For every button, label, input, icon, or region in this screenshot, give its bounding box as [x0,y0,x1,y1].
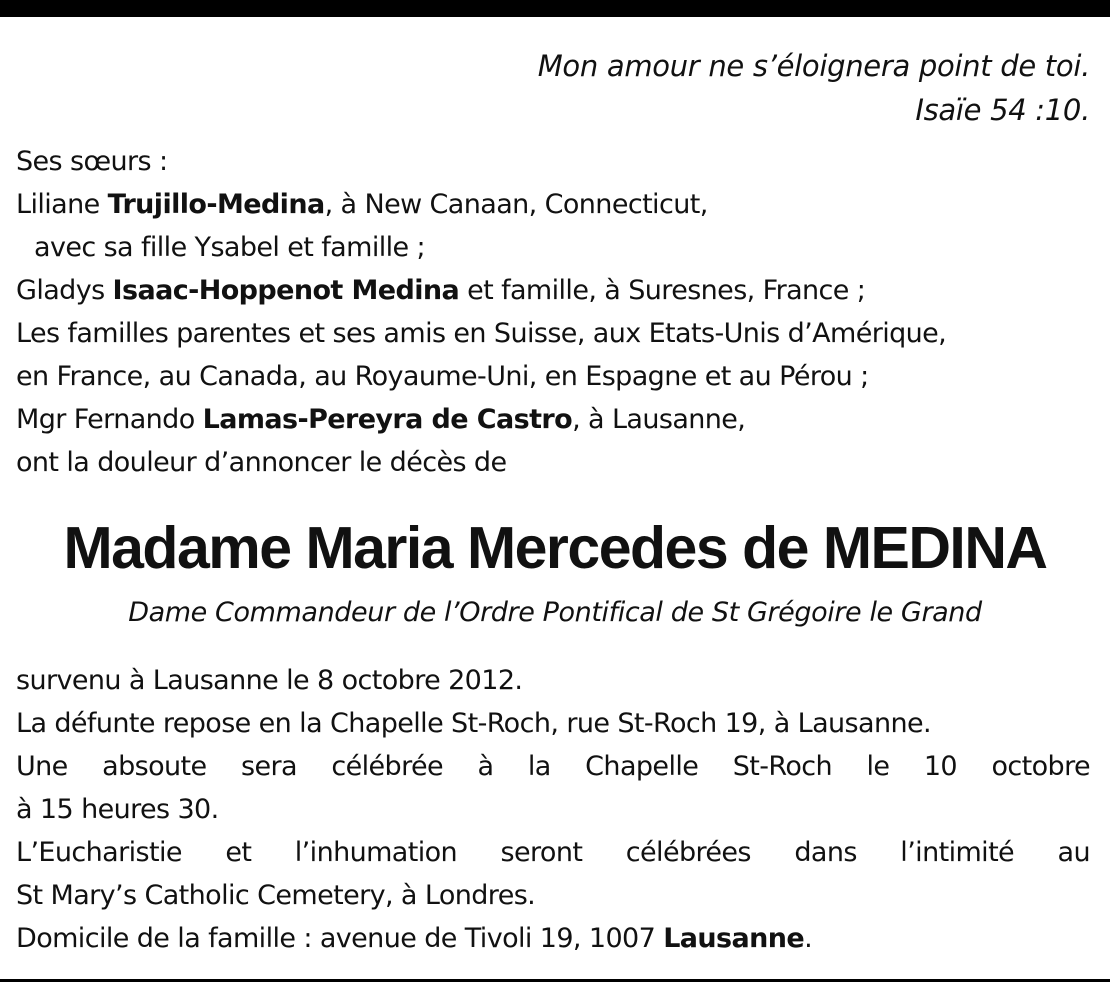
member-first-name: Liliane [16,189,108,220]
funeral-details [16,659,1090,960]
deceased-name: Madame Maria Mercedes de MEDINA [63,515,1047,581]
eucharist-line-2: St Mary’s Catholic Cemetery, à Londres. [16,880,536,911]
quote-reference: Isaïe 54 :10. [915,93,1090,127]
death-line: survenu à Lausanne le 8 octobre 2012. [16,665,523,696]
deceased-title: Dame Commandeur de l’Ordre Pontifical de St Grégoire le Grand [128,597,982,628]
member-surname: Lamas-Pereyra de Castro [202,404,573,435]
relatives-line-2: en France, au Canada, au Royaume-Uni, en Espagne et au Pérou ; [16,361,869,392]
family-member-gladys [16,269,1096,312]
member-surname: Isaac-Hoppenot Medina [112,275,460,306]
top-rule [0,0,1110,17]
family-member-liliane-cont: avec sa fille Ysabel et famille ; [34,232,426,263]
domicile-line [16,917,1090,960]
bible-quote [538,44,1090,132]
repose-line: La défunte repose en la Chapelle St-Roch, rue St-Roch 19, à Lausanne. [16,708,931,739]
family-member-liliane [16,183,1096,226]
member-surname: Trujillo-Medina [107,189,325,220]
bottom-rule [0,979,1110,982]
absoute-line-2: à 15 heures 30. [16,794,219,825]
absoute-line-1: Une absoute sera célébrée à la Chapelle St-Roch le 10 octobre [16,751,1090,782]
eucharist-line-1: L’Eucharistie et l’inhumation seront célébrées dans l’intimité au [16,837,1090,868]
member-location: , à Lausanne, [572,404,746,435]
member-location: , à New Canaan, Connecticut, [324,189,708,220]
member-first-name: Gladys [16,275,113,306]
domicile-end: . [804,923,813,954]
domicile-address: Domicile de la famille : avenue de Tivoli 19, 1007 [16,923,664,954]
relatives-line-1: Les familles parentes et ses amis en Suisse, aux Etats-Unis d’Amérique, [16,318,947,349]
quote-text: Mon amour ne s’éloignera point de toi. [537,49,1090,83]
announcement-line: ont la douleur d’annoncer le décès de [16,447,507,478]
family-member-mgr [16,398,1096,441]
member-location: et famille, à Suresnes, France ; [459,275,866,306]
family-intro: Ses sœurs : [16,146,168,177]
family-list [16,140,1096,484]
member-first-name: Mgr Fernando [16,404,203,435]
domicile-city: Lausanne [663,923,805,954]
